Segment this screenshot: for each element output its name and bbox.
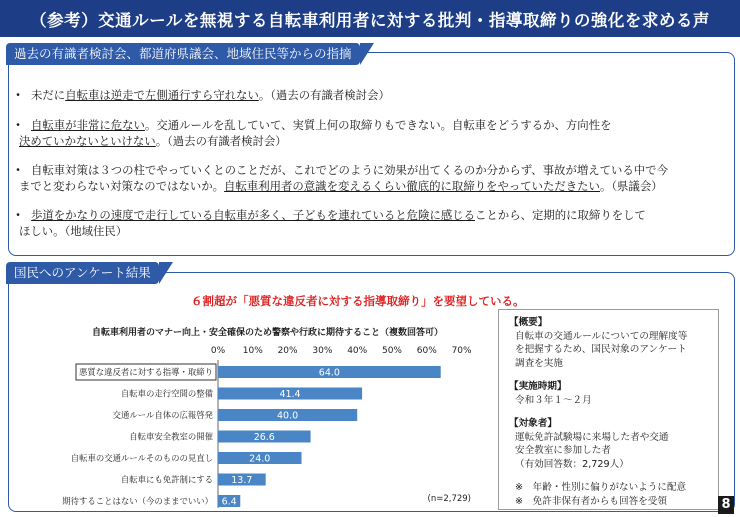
comment-line bbox=[31, 162, 668, 178]
category-label: 期待することはない（今のままでいい） bbox=[62, 496, 213, 506]
emphasized-text: 自転車は逆走で左側通行すら守れない bbox=[65, 88, 259, 102]
page-number: 8 bbox=[718, 496, 734, 514]
target-line: （有効回答数：2,729人） bbox=[515, 458, 629, 470]
category-label: 自転車の交通ルールそのものの見直し bbox=[70, 453, 213, 463]
target-line: 運転免許試験場に来場した者や交通 bbox=[515, 431, 669, 443]
x-tick-label: 40% bbox=[347, 346, 368, 356]
x-tick-label: 10% bbox=[242, 346, 263, 356]
bar-value-label: 64.0 bbox=[318, 367, 340, 379]
category-label: 悪質な違反者に対する指導・取締り bbox=[79, 367, 213, 377]
overview-heading: 【概要】 bbox=[509, 317, 548, 328]
period-value: 令和３年１～２月 bbox=[515, 394, 592, 406]
comment-bullet: ・ bbox=[12, 163, 25, 177]
bar-value-label: 40.0 bbox=[277, 410, 299, 422]
survey-info-box bbox=[498, 309, 719, 510]
emphasized-text: 自転車利用者の意識を変えるくらい徹底的に取締りをやっていただきたい bbox=[224, 179, 600, 193]
page-title: （参考）交通ルールを無視する自転車利用者に対する批判・指導取締りの強化を求める声 bbox=[0, 0, 740, 37]
comment-text: ほしい。（地域住民） bbox=[19, 224, 128, 238]
category-label: 自転車の走行空間の整備 bbox=[120, 388, 213, 399]
chart-title: 自転車利用者のマナー向上・安全確保のため警察や行政に期待すること（複数回答可） bbox=[92, 328, 444, 338]
comment-bullet: ・ bbox=[12, 208, 25, 222]
overview-line: を把握するため、国民対象のアンケート bbox=[515, 344, 687, 355]
comment-text: 。（県議会） bbox=[599, 179, 663, 193]
comment-text: 。交通ルールを乱していて、実質上何の取締りもできない。自転車をどうするか、方向性を bbox=[144, 118, 612, 132]
comment-text: までと変わらない対策なのではないか。 bbox=[19, 179, 225, 193]
comment-line bbox=[31, 117, 611, 133]
comment-line bbox=[19, 223, 127, 239]
overview-line: 自転車の交通ルールについての理解度等 bbox=[515, 330, 688, 342]
comment-line bbox=[31, 87, 390, 103]
comment-bullet: ・ bbox=[12, 118, 25, 132]
comment-text: 未だに bbox=[31, 88, 66, 102]
category-label: 自転車にも免許制にする bbox=[120, 474, 213, 485]
overview-line: 調査を実施 bbox=[515, 357, 563, 369]
comment-line bbox=[19, 133, 287, 149]
section-survey-tab: 国民へのアンケート結果 bbox=[6, 262, 159, 284]
category-label: 自転車安全教室の開催 bbox=[129, 431, 213, 442]
emphasized-text: 自転車が非常に危ない bbox=[31, 118, 145, 132]
bar-value-label: 13.7 bbox=[231, 475, 253, 486]
comment-text: 。（過去の有識者検討会） bbox=[155, 134, 287, 148]
x-tick-label: 20% bbox=[277, 346, 298, 356]
x-tick-label: 50% bbox=[381, 346, 403, 356]
period-heading: 【実施時期】 bbox=[509, 381, 567, 392]
note-line: ※ 免許非保有者からも回答を受領 bbox=[515, 495, 667, 507]
x-tick-label: 60% bbox=[416, 346, 437, 356]
survey-headline: ６割超が「悪質な違反者に対する指導取締り」を要望している。 bbox=[191, 294, 525, 308]
comment-text: ことから、定期的に取締りをして bbox=[475, 208, 646, 222]
bar-value-label: 26.6 bbox=[253, 432, 275, 443]
target-line: 安全教室に参加した者 bbox=[515, 445, 611, 456]
section-comments-tab: 過去の有識者検討会、都道府県議会、地域住民等からの指摘 bbox=[6, 43, 360, 65]
x-tick-label: 30% bbox=[312, 346, 333, 356]
comment-bullet: ・ bbox=[12, 88, 25, 102]
note-line: ※ 年齢・性別に偏りがないように配意 bbox=[515, 482, 687, 493]
bar-value-label: 6.4 bbox=[221, 496, 237, 508]
x-tick-label: 70% bbox=[451, 346, 472, 356]
bar-value-label: 24.0 bbox=[249, 453, 271, 465]
emphasized-text: 歩道をかなりの速度で走行している自転車が多く、子どもを連れていると危険に感じる bbox=[31, 208, 476, 222]
sample-size-note: (n=2,729) bbox=[427, 494, 471, 504]
bar-value-label: 41.4 bbox=[279, 389, 301, 400]
comment-text: 自転車対策は３つの柱でやっていくとのことだが、これでどのように効果が出てくるのか分からず、事故が増えている中で今 bbox=[31, 163, 668, 177]
x-tick-label: 0% bbox=[210, 346, 226, 356]
comment-line bbox=[19, 178, 663, 194]
emphasized-text: 決めていかないといけない bbox=[19, 134, 156, 148]
survey-bar-chart bbox=[58, 340, 478, 510]
target-heading: 【対象者】 bbox=[509, 418, 557, 429]
comment-text: 。（過去の有識者検討会） bbox=[258, 88, 390, 102]
comment-line bbox=[31, 207, 646, 223]
category-label: 交通ルール自体の広報啓発 bbox=[112, 410, 213, 420]
